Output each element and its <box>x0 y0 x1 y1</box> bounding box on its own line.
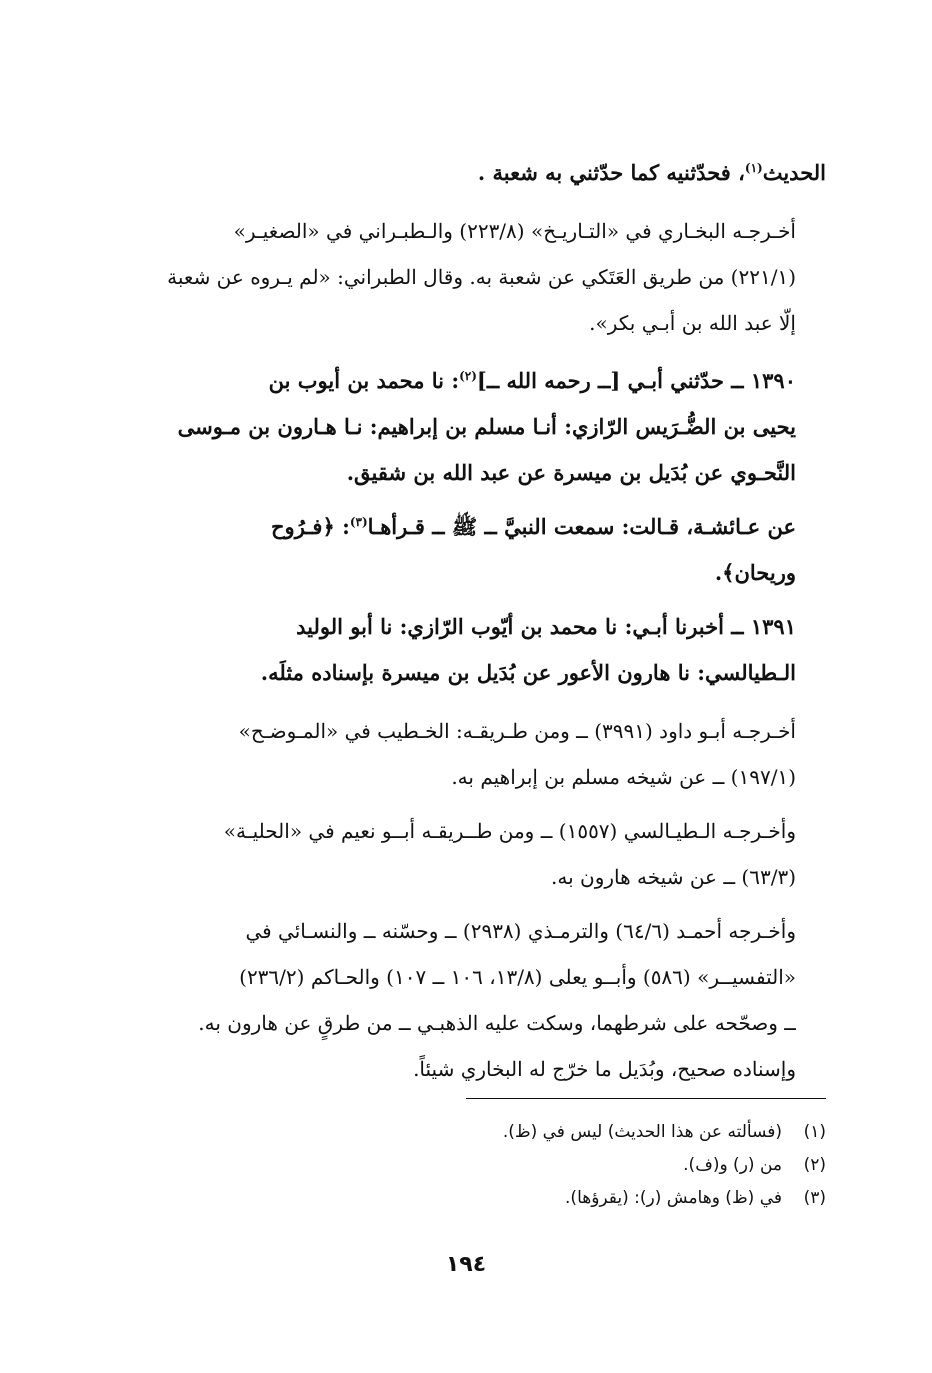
text-line: أخـرجـه البخـاري في «التـاريـخ» (٢٢٣/٨) والـطبـراني في «الصغيـر» <box>233 219 796 243</box>
spacer <box>106 346 826 358</box>
text-line: أخـرجـه أبـو داود (٣٩٩١) ــ ومن طـريقـه: الخـطيب في «المـوضـح» <box>238 719 796 743</box>
text-span: ، فحدّثنيه كما حدّثني به شعبة . <box>477 160 745 185</box>
text-line: (٦٣/٣) ــ عن شيخه هارون به. <box>551 865 796 889</box>
text-span: : ﴿فـرُوح <box>271 514 350 539</box>
text-line: ١٣٩١ ــ أخبرنا أبـي: نا محمد بن أيّوب الرّازي: نا أبو الوليد <box>296 614 796 639</box>
spacer <box>106 596 826 604</box>
text-line <box>106 150 826 196</box>
text-line: وأخـرجـه الـطيـالسي (١٥٥٧) ــ ومن طــريقـه أبــو نعيم في «الحليـة» <box>223 819 796 843</box>
footnote-ref-2[interactable]: (٢) <box>459 369 477 383</box>
footnote-text: (فسألته عن هذا الحديث) ليس في (ظ). <box>502 1122 782 1142</box>
spacer <box>106 696 826 708</box>
footnote-text: في (ظ) وهامش (ر): (يقرؤها). <box>565 1188 782 1208</box>
text-span: : نا محمد بن أيوب بن <box>268 368 460 393</box>
isnad-verdict <box>106 1046 826 1092</box>
text-line: يحيى بن الضُّـرَيس الرّازي: أنـا مسلم بن إبراهيم: نـا هـارون بن مـوسى <box>177 414 796 439</box>
hadith-1391 <box>106 604 826 696</box>
paragraph-continuation <box>106 150 826 196</box>
footnote-number: (١) <box>803 1122 826 1142</box>
footnote-text: من (ر) و(ف). <box>683 1155 782 1175</box>
text-span: الحديث <box>762 160 826 185</box>
text-span: عن عـائشـة، قـالت: سمعت النبيَّ ــ ﷺ ــ قـرأهـا <box>367 514 796 539</box>
text-line <box>106 504 796 550</box>
takhrij-ahmad-tirmidhi <box>106 908 826 1046</box>
text-line: الـطيالسي: نا هارون الأعور عن بُدَيل بن ميسرة بإسناده مثلَه. <box>260 660 796 685</box>
hadith-1390-matn <box>106 504 826 596</box>
footnote-2 <box>106 1149 826 1182</box>
takhrij-bukhari-tabarani <box>106 208 826 346</box>
footnote-ref-1[interactable]: (١) <box>744 161 763 175</box>
takhrij-abu-dawud <box>106 708 826 800</box>
footnote-number: (٣) <box>803 1188 826 1208</box>
footnote-number: (٢) <box>803 1155 826 1175</box>
hadith-1390 <box>106 358 826 496</box>
footnote-1 <box>106 1116 826 1149</box>
text-line: وأخـرجه أحمـد (٦٤/٦) والترمـذي (٢٩٣٨) ــ وحسّنه ــ والنسـائي في <box>245 919 796 943</box>
text-line: (٢٢١/١) من طريق العَتَكي عن شعبة به. وقال الطبراني: «لم يـروه عن شعبة <box>167 265 796 289</box>
text-line: النَّحـوي عن بُدَيل بن ميسرة عن عبد الله بن شقيق. <box>346 460 796 485</box>
spacer <box>106 196 826 208</box>
text-line: إلّا عبد الله بن أبـي بكر». <box>589 311 796 335</box>
footnote-3 <box>106 1182 826 1215</box>
footnote-divider <box>466 1098 826 1099</box>
spacer <box>106 496 826 504</box>
footnotes <box>106 1116 826 1215</box>
text-line: وريحان﴾. <box>714 560 796 585</box>
page-number: ١٩٤ <box>445 1252 487 1277</box>
text-line: «التفسيــر» (٥٨٦) وأبــو يعلى (١٣/٨، ١٠٦ ــ ١٠٧) والحـاكم (٢٣٦/٢) <box>239 965 796 989</box>
text-line <box>106 358 796 404</box>
text-line: وإسناده صحيح، وبُدَيل ما خرّج له البخاري شيئاً. <box>413 1057 796 1081</box>
text-line: ــ وصحّحه على شرطهما، وسكت عليه الذهبـي ــ من طرقٍ عن هارون به. <box>198 1011 796 1035</box>
text-line: (١٩٧/١) ــ عن شيخه مسلم بن إبراهيم به. <box>451 765 796 789</box>
text-span: ١٣٩٠ ــ حدّثني أبـي [ــ رحمه الله ــ] <box>476 368 796 393</box>
footnote-ref-3[interactable]: (٣) <box>349 515 368 529</box>
spacer <box>106 800 826 808</box>
spacer <box>106 900 826 908</box>
takhrij-tayalisi <box>106 808 826 900</box>
